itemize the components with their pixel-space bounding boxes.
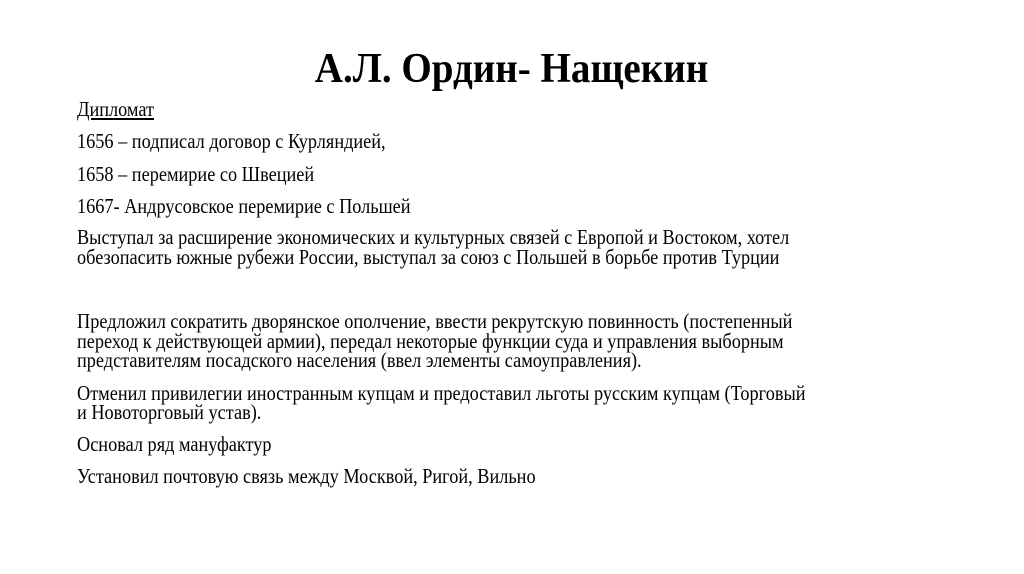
body-line: Основал ряд мануфактур (77, 432, 272, 456)
body-line: Выступал за расширение экономических и культурных связей с Европой и Востоком, хотел (77, 225, 790, 249)
body-line: Отменил привилегии иностранным купцам и предоставил льготы русским купцам (Торговый (77, 381, 806, 405)
body-line: представителям посадского населения (ввел элементы самоуправления). (77, 348, 642, 372)
body-line: 1658 – перемирие со Швецией (77, 162, 315, 186)
slide-title (0, 44, 1024, 94)
body-line: обезопасить южные рубежи России, выступал за союз с Польшей в борьбе против Турции (77, 245, 780, 269)
body-heading-diplomat: Дипломат (77, 97, 154, 121)
body-line: 1656 – подписал договор с Курляндией, (77, 129, 386, 153)
body-line: 1667- Андрусовское перемирие с Польшей (77, 194, 411, 218)
body-line: Предложил сократить дворянское ополчение, ввести рекрутскую повинность (постепенный (77, 309, 793, 333)
body-line: Установил почтовую связь между Москвой, Ригой, Вильно (77, 464, 536, 488)
slide-title-text: А.Л. Ордин- Нащекин (315, 46, 709, 92)
body-line: и Новоторговый устав). (77, 400, 262, 424)
body-line: переход к действующей армии), передал некоторые функции суда и управления выборным (77, 329, 784, 353)
